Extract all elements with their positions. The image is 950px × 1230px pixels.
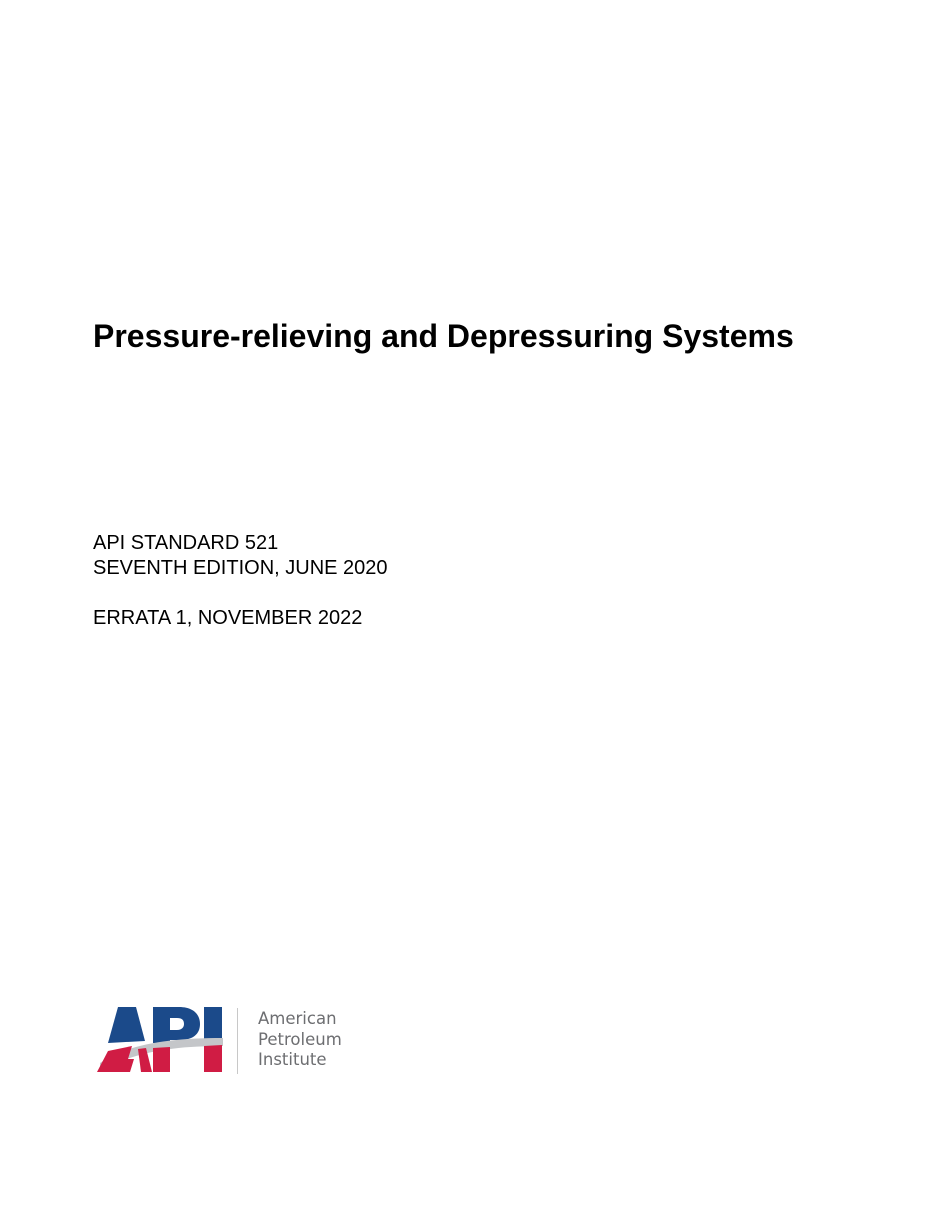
edition-line: SEVENTH EDITION, JUNE 2020 (93, 557, 388, 579)
logo-wordmark (258, 1009, 342, 1071)
logo-line-petroleum: Petroleum (258, 1029, 342, 1049)
logo-line-institute: Institute (258, 1050, 327, 1069)
api-logo (96, 1005, 356, 1075)
logo-divider (237, 1008, 238, 1074)
errata-line: ERRATA 1, NOVEMBER 2022 (93, 607, 363, 629)
api-logo-mark (96, 1005, 226, 1075)
document-title: Pressure-relieving and Depressuring Systems (93, 318, 794, 354)
standard-number: API STANDARD 521 (93, 532, 279, 554)
logo-line-american: American (258, 1009, 337, 1028)
